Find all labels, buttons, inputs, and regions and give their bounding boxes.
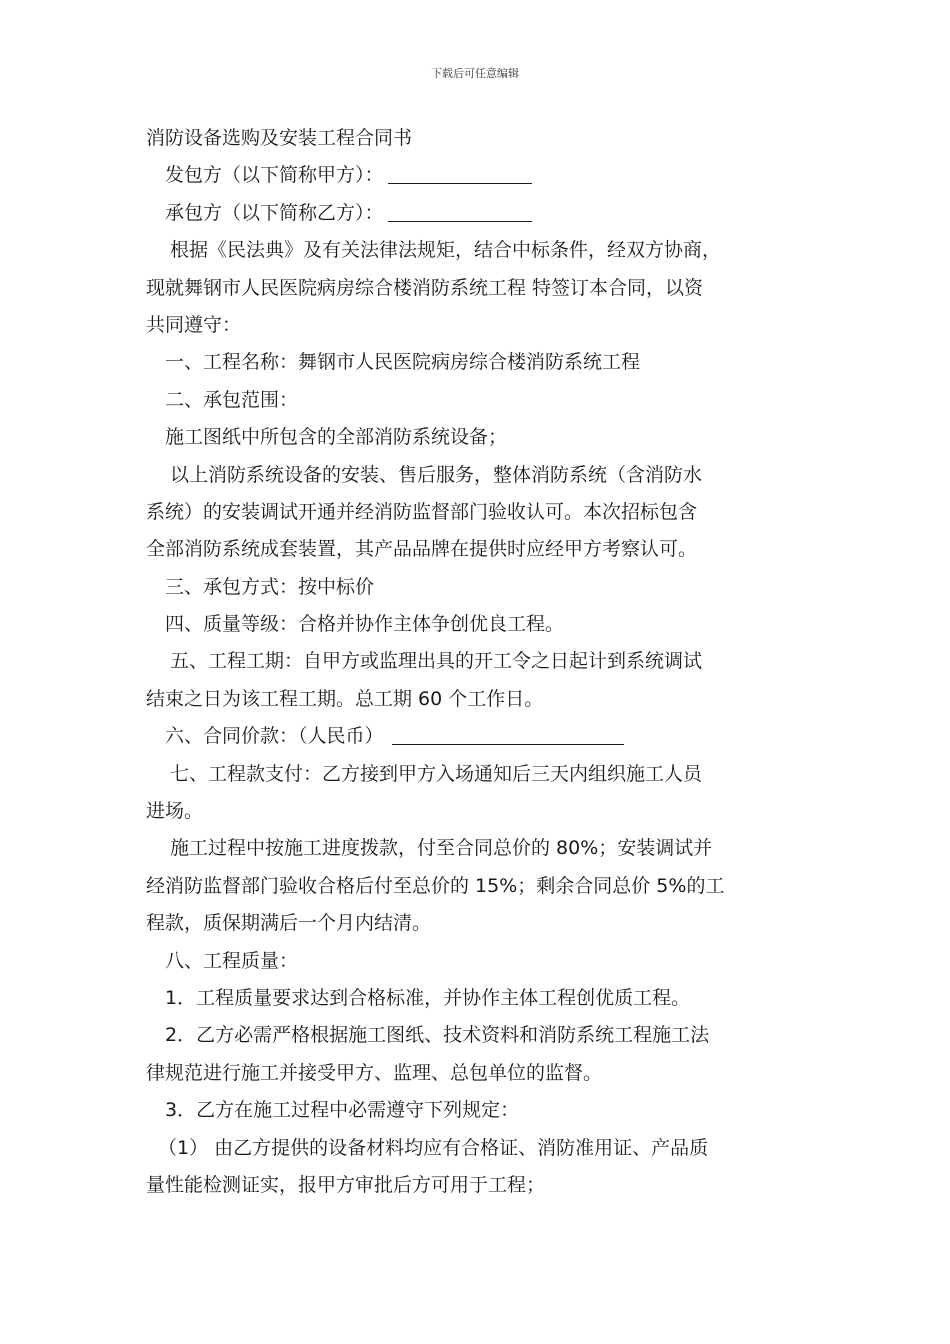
section-8-item-1: 1．工程质量要求达到合格标准，并协作主体工程创优质工程。 — [165, 986, 691, 1009]
section-7-line-2: 进场。 — [146, 800, 204, 823]
section-8-item-2-line-1: 2．乙方必需严格根据施工图纸、技术资料和消防系统工程施工法 — [165, 1024, 710, 1047]
contract-body — [146, 120, 810, 1204]
section-4-quality-grade: 四、质量等级：合格并协作主体争创优良工程。 — [165, 613, 565, 636]
section-8-item-3: 3．乙方在施工过程中必需遵守下列规定： — [165, 1099, 520, 1122]
section-7-line-1: 七、工程款支付：乙方接到甲方入场通知后三天内组织施工人员 — [170, 762, 703, 785]
section-7-paragraph-2-line-2: 经消防监督部门验收合格后付至总价的 15%；剩余合同总价 5%的工 — [146, 874, 725, 897]
party-a-blank — [388, 161, 532, 184]
section-2-heading: 二、承包范围： — [165, 388, 299, 411]
party-b-label: 承包方（以下简称乙方）： — [165, 201, 384, 224]
section-5-line-2: 结束之日为该工程工期。总工期 60 个工作日。 — [146, 687, 544, 710]
section-1-project-name: 一、工程名称：舞钢市人民医院病房综合楼消防系统工程 — [165, 351, 641, 374]
page-header-note: 下载后可任意编辑 — [431, 67, 519, 80]
section-2-paragraph-1: 施工图纸中所包含的全部消防系统设备； — [165, 426, 508, 449]
intro-line-1: 根据《民法典》及有关法律法规矩，结合中标条件，经双方协商， — [170, 239, 722, 262]
party-b-line — [146, 195, 810, 232]
section-8-item-3-1-line-2: 量性能检测证实，报甲方审批后方可用于工程； — [146, 1173, 546, 1196]
section-8-item-3-1-line-1: （1） 由乙方提供的设备材料均应有合格证、消防准用证、产品质 — [158, 1136, 709, 1159]
party-a-label: 发包方（以下简称甲方）： — [165, 164, 384, 187]
party-b-blank — [388, 199, 532, 222]
price-blank — [392, 722, 624, 745]
section-2-paragraph-2-line-2: 系统）的安装调试开通并经消防监督部门验收认可。本次招标包含 — [146, 500, 698, 523]
section-6-label: 六、合同价款：（人民币） — [165, 725, 384, 748]
party-a-line — [146, 157, 810, 194]
section-5-line-1: 五、工程工期：自甲方或监理出具的开工令之日起计到系统调试 — [170, 650, 703, 673]
section-2-paragraph-2-line-3: 全部消防系统成套装置，其产品品牌在提供时应经甲方考察认可。 — [146, 538, 698, 561]
section-3-contract-method: 三、承包方式：按中标价 — [165, 575, 375, 598]
section-2-paragraph-2-line-1: 以上消防系统设备的安装、售后服务，整体消防系统（含消防水 — [170, 463, 703, 486]
section-8-item-2-line-2: 律规范进行施工并接受甲方、监理、总包单位的监督。 — [146, 1061, 603, 1084]
contract-title: 消防设备选购及安装工程合同书 — [146, 127, 413, 149]
section-7-paragraph-2-line-3: 程款，质保期满后一个月内结清。 — [146, 912, 432, 935]
section-7-paragraph-2-line-1: 施工过程中按施工进度拨款，付至合同总价的 80%；安装调试并 — [170, 837, 713, 860]
section-8-heading: 八、工程质量： — [165, 949, 299, 972]
intro-line-2: 现就舞钢市人民医院病房综合楼消防系统工程 特签订本合同，以资 — [146, 276, 704, 299]
section-6-price-line — [146, 718, 810, 755]
intro-line-3: 共同遵守： — [146, 313, 242, 336]
